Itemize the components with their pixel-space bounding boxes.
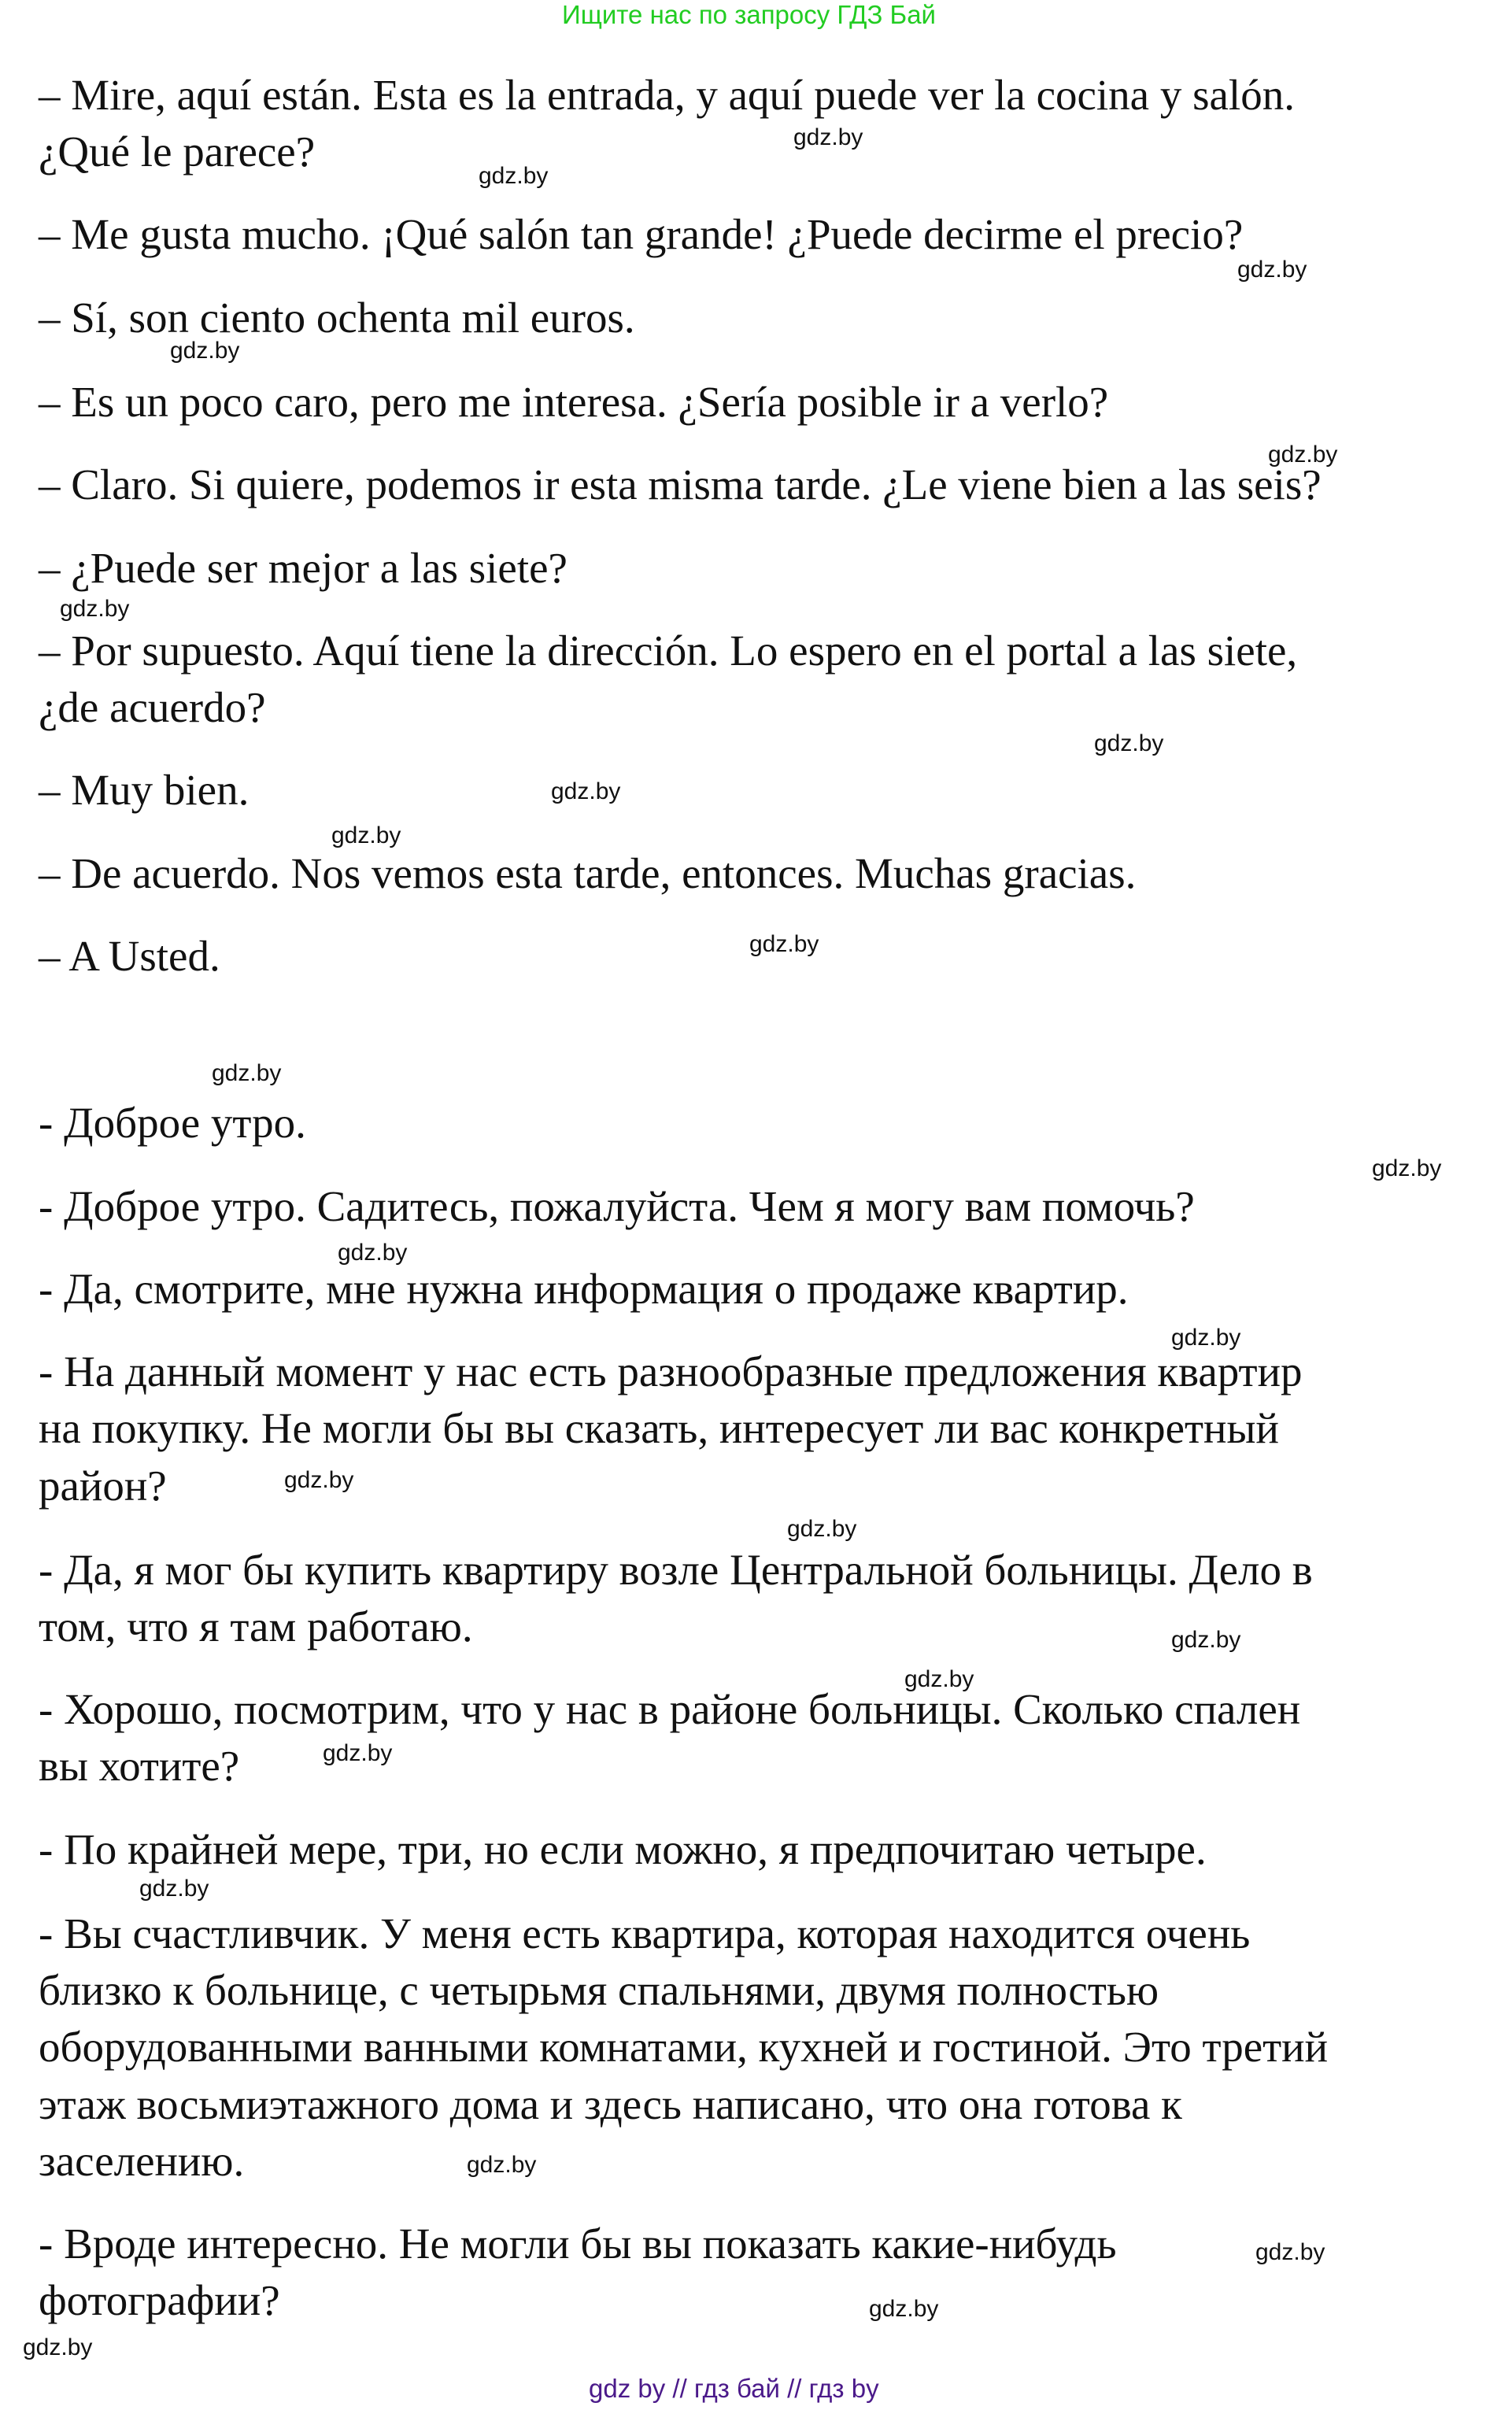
text-line: – Por supuesto. Aquí tiene la dirección. Lo espero en el portal a las siete,	[39, 627, 1298, 675]
text-line: фотографии?	[39, 2276, 280, 2324]
text-line: – Es un poco caro, pero me interesa. ¿Sería posible ir a verlo?	[39, 378, 1109, 426]
text-line: – De acuerdo. Nos vemos esta tarde, entonces. Muchas gracias.	[39, 849, 1137, 897]
watermark: gdz.by	[331, 822, 401, 848]
text-line: - Доброе утро. Садитесь, пожалуйста. Чем я могу вам помочь?	[39, 1182, 1195, 1230]
text-line: – A Usted.	[39, 932, 220, 980]
watermark: gdz.by	[787, 1516, 857, 1542]
watermark: gdz.by	[467, 2152, 537, 2178]
text-line: близко к больнице, с четырьмя спальнями, двумя полностью	[39, 1966, 1159, 2014]
watermark: gdz.by	[1094, 730, 1164, 756]
text-line: - Вы счастливчик. У меня есть квартира, которая находится очень	[39, 1909, 1251, 1957]
watermark: gdz.by	[869, 2296, 939, 2322]
watermark: gdz.by	[749, 931, 819, 957]
text-line: - Хорошо, посмотрим, что у нас в районе больницы. Сколько спален	[39, 1685, 1301, 1733]
watermark: gdz.by	[284, 1467, 354, 1493]
text-line: – Sí, son ciento ochenta mil euros.	[39, 294, 635, 342]
watermark: gdz.by	[60, 596, 130, 622]
text-line: - На данный момент у нас есть разнообразные предложения квартир	[39, 1347, 1303, 1395]
text-line: район?	[39, 1462, 167, 1510]
search-prompt-banner[interactable]: Ищите нас по запросу ГДЗ Бай	[562, 0, 936, 29]
watermark: gdz.by	[1237, 257, 1307, 283]
text-line: том, что я там работаю.	[39, 1602, 473, 1650]
text-line: – ¿Puede ser mejor a las siete?	[39, 544, 567, 592]
watermark: gdz.by	[170, 338, 240, 364]
text-line: – Mire, aquí están. Esta es la entrada, y aquí puede ver la cocina y salón.	[39, 71, 1295, 119]
watermark: gdz.by	[212, 1060, 282, 1086]
footer-links[interactable]: gdz by // гдз бай // гдз by	[589, 2374, 879, 2403]
text-line: - Доброе утро.	[39, 1099, 306, 1147]
text-line: ¿de acuerdo?	[39, 683, 266, 731]
text-line: оборудованными ванными комнатами, кухней и гостиной. Это третий	[39, 2023, 1329, 2071]
text-line: - Вроде интересно. Не могли бы вы показать какие-нибудь	[39, 2220, 1117, 2268]
text-line: - По крайней мере, три, но если можно, я предпочитаю четыре.	[39, 1825, 1207, 1873]
text-line: - Да, смотрите, мне нужна информация о продаже квартир.	[39, 1265, 1129, 1313]
watermark: gdz.by	[23, 2334, 93, 2360]
text-line: – Claro. Si quiere, podemos ir esta misma tarde. ¿Le viene bien a las seis?	[39, 460, 1322, 508]
watermark: gdz.by	[323, 1740, 393, 1766]
watermark: gdz.by	[1171, 1627, 1241, 1653]
watermark: gdz.by	[551, 778, 621, 804]
watermark: gdz.by	[1171, 1325, 1241, 1351]
watermark: gdz.by	[1268, 442, 1338, 468]
text-line: на покупку. Не могли бы вы сказать, интересует ли вас конкретный	[39, 1404, 1279, 1452]
watermark: gdz.by	[479, 163, 549, 189]
watermark: gdz.by	[904, 1666, 974, 1692]
text-line: вы хотите?	[39, 1742, 240, 1790]
text-line: – Me gusta mucho. ¡Qué salón tan grande! ¿Puede decirme el precio?	[39, 210, 1244, 258]
watermark: gdz.by	[139, 1876, 209, 1902]
watermark: gdz.by	[793, 124, 863, 150]
text-line: ¿Qué le parece?	[39, 128, 316, 176]
text-line: - Да, я мог бы купить квартиру возле Центральной больницы. Дело в	[39, 1546, 1313, 1594]
text-line: заселению.	[39, 2137, 245, 2185]
text-line: этаж восьмиэтажного дома и здесь написано, что она готова к	[39, 2080, 1182, 2128]
text-line: – Muy bien.	[39, 766, 250, 814]
watermark: gdz.by	[338, 1240, 408, 1266]
watermark: gdz.by	[1372, 1155, 1442, 1181]
watermark: gdz.by	[1255, 2239, 1325, 2265]
